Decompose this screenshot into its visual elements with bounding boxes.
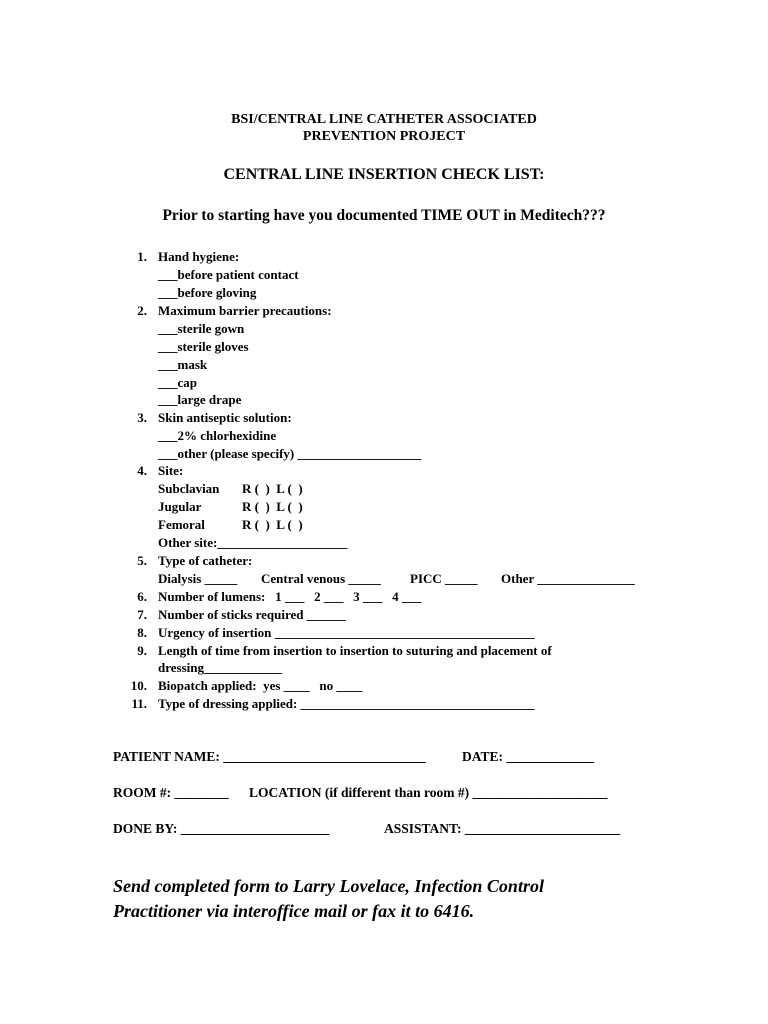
item-catheter-type: Type of catheter:: [158, 553, 253, 568]
item-hand-hygiene: Hand hygiene:: [158, 249, 240, 264]
item-number: 7.: [137, 607, 147, 622]
other-site-field[interactable]: Other site:____________________: [158, 535, 348, 550]
item-number: 8.: [137, 625, 147, 640]
item-number: 10.: [130, 678, 147, 693]
choice-dialysis[interactable]: Dialysis _____: [158, 571, 238, 586]
option-before-patient-contact[interactable]: ___before patient contact: [158, 267, 299, 282]
option-chlorhexidine[interactable]: ___2% chlorhexidine: [158, 428, 277, 443]
option-large-drape[interactable]: ___large drape: [158, 392, 242, 407]
assistant-field[interactable]: ASSISTANT: _______________________: [384, 821, 621, 836]
option-sterile-gown[interactable]: ___sterile gown: [158, 321, 245, 336]
item-number: 3.: [137, 410, 147, 425]
site-name-subclavian: Subclavian: [158, 481, 220, 496]
project-title-line-2: PREVENTION PROJECT: [302, 129, 466, 144]
item-number: 6.: [137, 589, 147, 604]
item-number: 4.: [137, 463, 147, 478]
option-sterile-gloves[interactable]: ___sterile gloves: [158, 339, 249, 354]
instructions-line-2: Practitioner via interoffice mail or fax it to 6416.: [113, 901, 475, 921]
choice-picc[interactable]: PICC _____: [410, 571, 478, 586]
checklist-title: CENTRAL LINE INSERTION CHECK LIST:: [223, 166, 545, 183]
instructions-line-1: Send completed form to Larry Lovelace, Infection Control: [113, 876, 544, 896]
item-dressing-type[interactable]: Type of dressing applied: ____________________________________: [158, 696, 535, 711]
site-sides-femoral[interactable]: R ( ) L ( ): [242, 517, 303, 532]
item-length-of-time-dressing[interactable]: dressing____________: [158, 660, 282, 675]
time-out-question: Prior to starting have you documented TIME OUT in Meditech???: [162, 207, 606, 224]
option-other-antiseptic[interactable]: ___other (please specify) ___________________: [158, 446, 421, 461]
site-name-femoral: Femoral: [158, 517, 205, 532]
site-sides-subclavian[interactable]: R ( ) L ( ): [242, 481, 303, 496]
patient-name-field[interactable]: PATIENT NAME: ______________________________: [113, 749, 426, 764]
choice-central-venous[interactable]: Central venous _____: [261, 571, 381, 586]
item-number-of-lumens[interactable]: Number of lumens: 1 ___ 2 ___ 3 ___ 4 ___: [158, 589, 422, 604]
item-number: 9.: [137, 643, 147, 658]
done-by-field[interactable]: DONE BY: ______________________: [113, 821, 330, 836]
choice-other-catheter[interactable]: Other _______________: [501, 571, 635, 586]
item-biopatch[interactable]: Biopatch applied: yes ____ no ____: [158, 678, 363, 693]
site-name-jugular: Jugular: [158, 499, 202, 514]
item-number: 1.: [137, 249, 147, 264]
item-length-of-time: Length of time from insertion to insertion to suturing and placement of: [158, 643, 552, 658]
item-number: 11.: [131, 696, 147, 711]
item-number-of-sticks[interactable]: Number of sticks required ______: [158, 607, 346, 622]
item-urgency[interactable]: Urgency of insertion ________________________________________: [158, 625, 535, 640]
room-number-field[interactable]: ROOM #: ________: [113, 785, 229, 800]
item-barrier-precautions: Maximum barrier precautions:: [158, 303, 332, 318]
option-mask[interactable]: ___mask: [158, 357, 208, 372]
option-cap[interactable]: ___cap: [158, 375, 197, 390]
location-field[interactable]: LOCATION (if different than room #) ____________________: [249, 785, 608, 800]
item-number: 5.: [137, 553, 147, 568]
item-skin-antiseptic: Skin antiseptic solution:: [158, 410, 292, 425]
item-site: Site:: [158, 463, 184, 478]
project-title-line-1: BSI/CENTRAL LINE CATHETER ASSOCIATED: [231, 112, 537, 127]
option-before-gloving[interactable]: ___before gloving: [158, 285, 257, 300]
item-number: 2.: [137, 303, 147, 318]
site-sides-jugular[interactable]: R ( ) L ( ): [242, 499, 303, 514]
date-field[interactable]: DATE: _____________: [462, 749, 595, 764]
